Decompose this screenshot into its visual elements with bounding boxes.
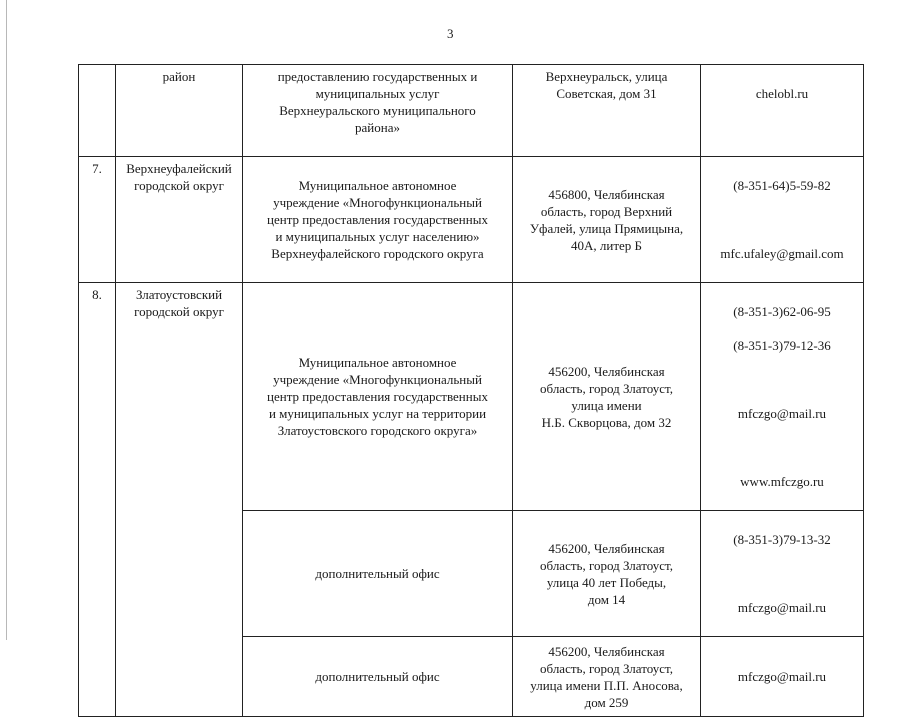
contact-website: chelobl.ru bbox=[755, 86, 809, 101]
office-address: 456200, Челябинская область, город Златоуст, улица 40 лет Победы, дом 14 bbox=[513, 511, 701, 637]
contact-spacer bbox=[704, 439, 860, 456]
office-name: Муниципальное автономное учреждение «Многофункциональный центр предоставления государственных и муниципальных услуг на территории Златоустовского городского округа» bbox=[243, 283, 513, 511]
contact-phone: (8-351-3)79-12-36 bbox=[733, 338, 831, 353]
contact-website: www.mfczgo.ru bbox=[740, 474, 824, 489]
contact-phone: (8-351-3)62-06-95 bbox=[733, 304, 831, 319]
office-name: дополнительный офис bbox=[243, 637, 513, 717]
office-contacts bbox=[701, 157, 864, 283]
page-number: 3 bbox=[447, 26, 454, 41]
office-name: дополнительный офис bbox=[243, 511, 513, 637]
office-address: 456800, Челябинская область, город Верхний Уфалей, улица Прямицына, 40А, литер Б bbox=[513, 157, 701, 283]
district-name: район bbox=[116, 65, 243, 157]
office-name: предоставлению государственных и муниципальных услуг Верхнеуральского муниципального района» bbox=[243, 65, 513, 157]
district-name: Верхнеуфалейский городской округ bbox=[116, 157, 243, 283]
district-name: Златоустовский городской округ bbox=[116, 283, 243, 717]
office-contacts bbox=[701, 283, 864, 511]
mfc-offices-table bbox=[78, 64, 864, 717]
office-address: Верхнеуральск, улица Советская, дом 31 bbox=[513, 65, 701, 157]
contact-spacer bbox=[704, 565, 860, 582]
row-number: 8. bbox=[79, 283, 116, 717]
contact-email: mfczgo@mail.ru bbox=[737, 669, 827, 684]
office-contacts bbox=[701, 65, 864, 157]
table-row bbox=[79, 65, 864, 157]
contact-spacer bbox=[704, 211, 860, 228]
office-contacts bbox=[701, 637, 864, 717]
contact-email: mfczgo@mail.ru bbox=[737, 600, 827, 615]
table-row bbox=[79, 157, 864, 283]
office-address: 456200, Челябинская область, город Златоуст, улица имени Н.Б. Скворцова, дом 32 bbox=[513, 283, 701, 511]
office-name: Муниципальное автономное учреждение «Многофункциональный центр предоставления государственных и муниципальных услуг населению» Верхнеуфалейского городского округа bbox=[243, 157, 513, 283]
contact-spacer bbox=[704, 371, 860, 388]
row-number: 7. bbox=[79, 157, 116, 283]
scan-edge-line bbox=[6, 0, 7, 640]
row-number bbox=[79, 65, 116, 157]
office-address: 456200, Челябинская область, город Златоуст, улица имени П.П. Аносова, дом 259 bbox=[513, 637, 701, 717]
contact-email: mfc.ufaley@gmail.com bbox=[720, 246, 844, 261]
table-row bbox=[79, 283, 864, 511]
contact-phone: (8-351-3)79-13-32 bbox=[733, 532, 831, 547]
contact-phone: (8-351-64)5-59-82 bbox=[733, 178, 831, 193]
contact-email: mfczgo@mail.ru bbox=[737, 406, 827, 421]
office-contacts bbox=[701, 511, 864, 637]
